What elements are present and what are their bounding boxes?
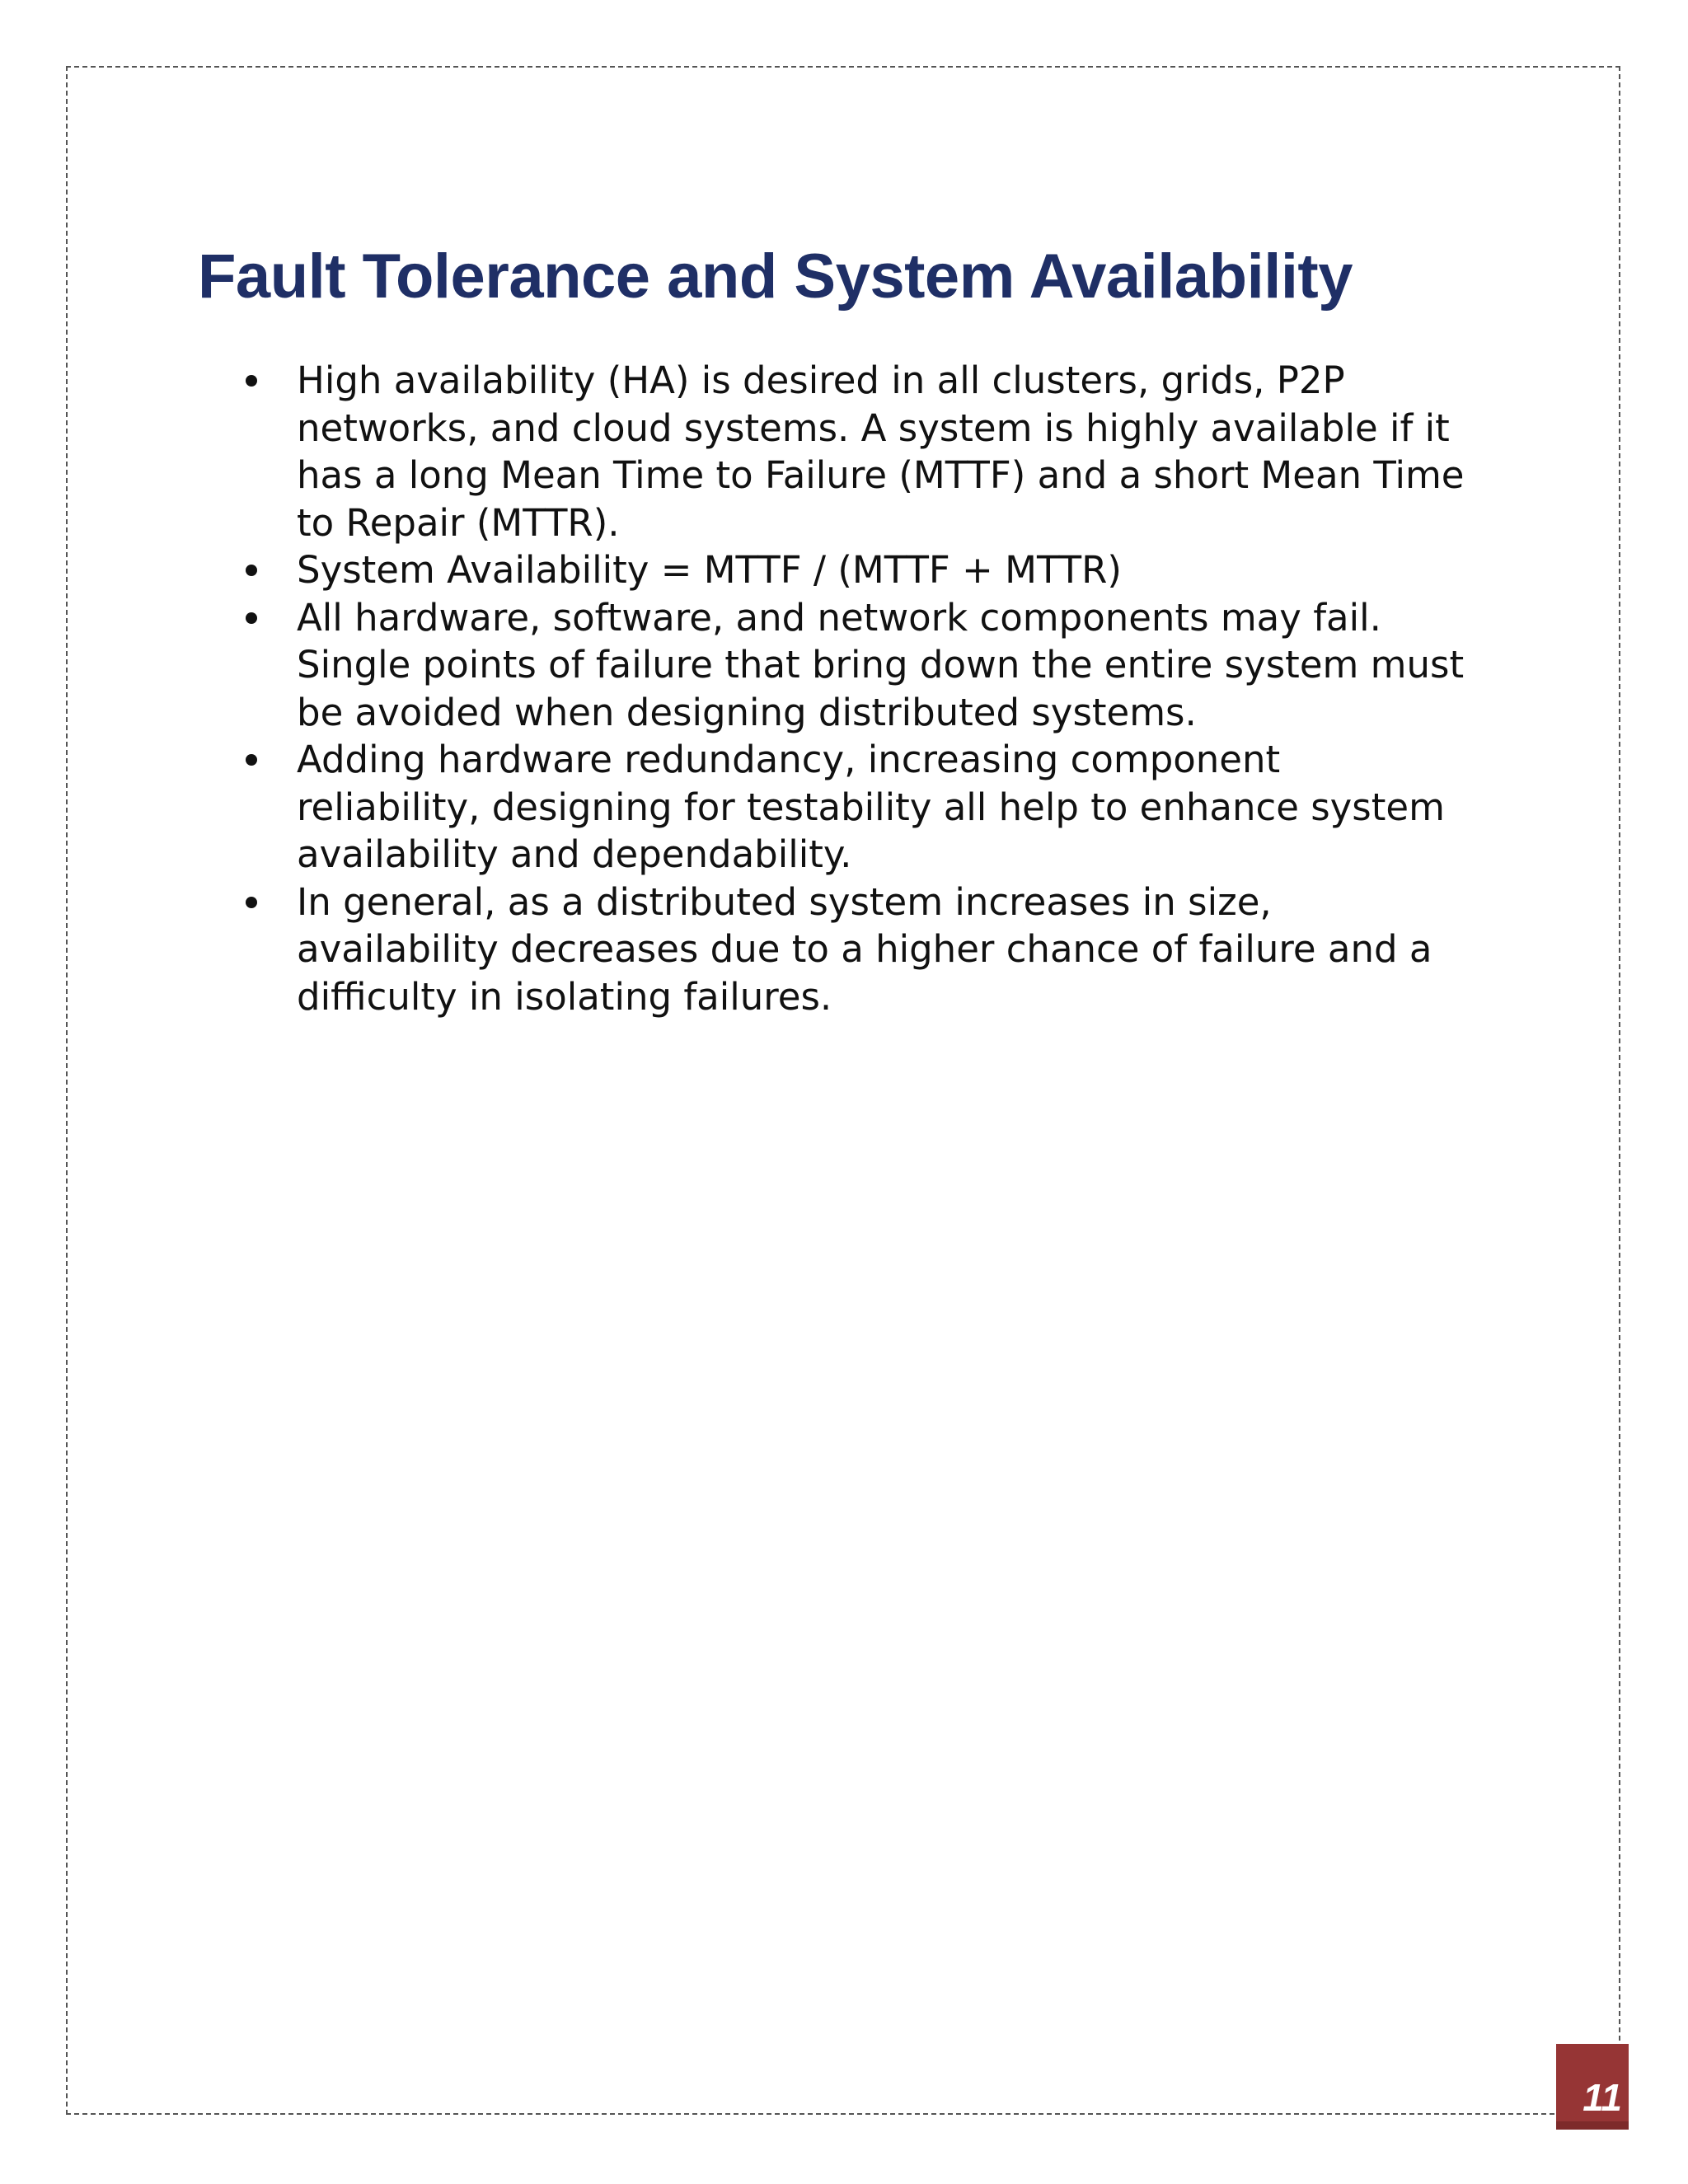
list-item-text: Adding hardware redundancy, increasing component reliability, designing for testability all help to enhance system availability and dependability. — [297, 738, 1445, 877]
bullet-icon — [246, 897, 257, 908]
list-item — [297, 736, 1467, 879]
list-item-text: In general, as a distributed system increases in size, availability decreases due to a higher chance of failure and a difficulty in isolating failures. — [297, 879, 1432, 1019]
page-number: 11 — [1582, 2076, 1622, 2119]
page-number-underline — [1556, 2121, 1629, 2130]
list-item — [297, 357, 1467, 546]
list-item-text: High availability (HA) is desired in all clusters, grids, P2P networks, and cloud systems. A system is highly available if it has a long Mean Time to Failure (MTTF) and a short Mean Time to Repair (MTTR). — [297, 359, 1465, 545]
page-title: Fault Tolerance and System Availability — [198, 241, 1353, 312]
bullet-icon — [246, 612, 257, 624]
list-item-text: All hardware, software, and network components may fail. Single points of failure that bring down the entire system must be avoided when designing distributed systems. — [297, 595, 1465, 734]
list-item-text: System Availability = MTTF / (MTTF + MTTR) — [297, 548, 1122, 593]
bullet-icon — [246, 754, 257, 766]
list-item — [297, 594, 1467, 737]
bullet-icon — [246, 375, 257, 387]
bullet-list — [198, 357, 1467, 1020]
list-item — [297, 879, 1467, 1021]
page-number-badge — [1556, 2044, 1629, 2130]
bullet-icon — [246, 565, 257, 576]
list-item — [297, 546, 1467, 594]
page-content — [198, 239, 1467, 1020]
